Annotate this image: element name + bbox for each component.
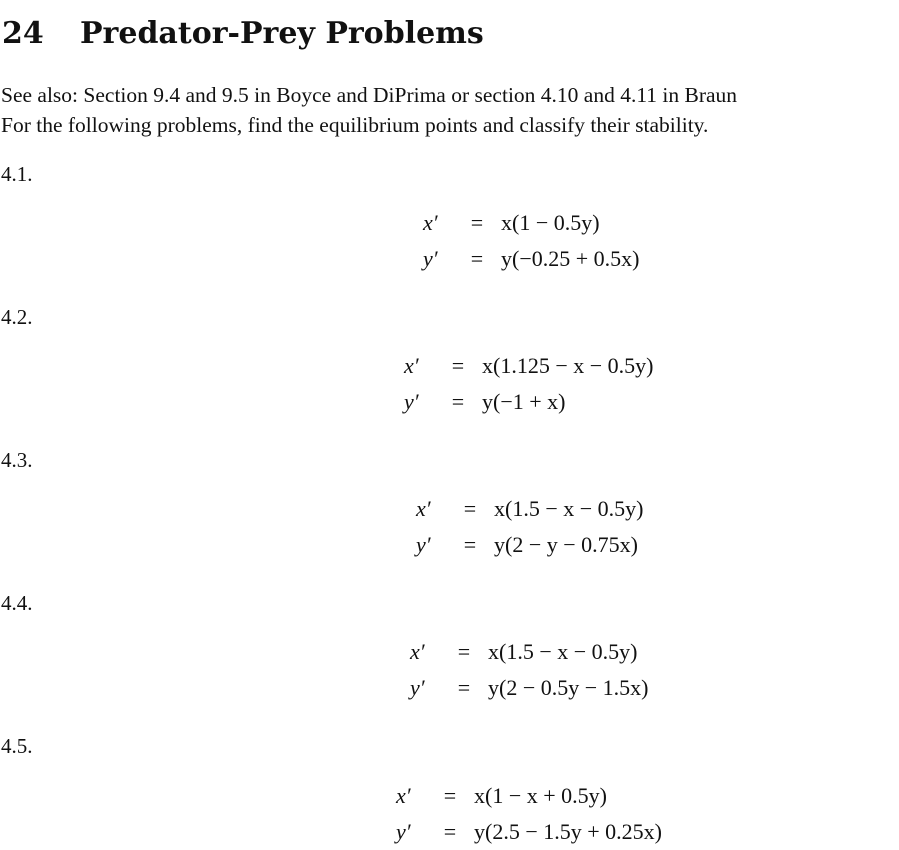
equation-system-4-2 — [404, 348, 653, 420]
equation-system-4-5 — [396, 778, 662, 850]
problem-label-4-2: 4.2. — [1, 305, 33, 329]
equals-sign: = — [457, 675, 471, 700]
equals-sign: = — [451, 353, 465, 378]
equation-system-4-4 — [410, 634, 648, 706]
equals-sign: = — [470, 246, 484, 271]
equation-rhs: x(1.5 − x − 0.5y) — [488, 639, 638, 664]
instruction-text: For the following problems, find the equilibrium points and classify their stability. — [1, 113, 709, 137]
equation-rhs: y(2.5 − 1.5y + 0.25x) — [474, 819, 662, 844]
equation-rhs: y(−0.25 + 0.5x) — [501, 246, 640, 271]
equation-rhs: x(1 − x + 0.5y) — [474, 783, 607, 808]
equation-row — [410, 670, 648, 706]
equation-system-4-3 — [416, 491, 643, 563]
problem-label-4-1: 4.1. — [1, 162, 33, 186]
equation-system-4-1 — [423, 205, 639, 277]
equation-rhs: x(1.125 − x − 0.5y) — [482, 353, 654, 378]
equals-sign: = — [443, 819, 457, 844]
equation-row — [396, 778, 662, 814]
equation-rhs: x(1.5 − x − 0.5y) — [494, 496, 644, 521]
equation-lhs: y′ — [423, 246, 438, 271]
equation-lhs: y′ — [416, 532, 431, 557]
equals-sign: = — [463, 532, 477, 557]
problem-label-4-3: 4.3. — [1, 448, 33, 472]
equals-sign: = — [470, 210, 484, 235]
equation-row — [416, 527, 643, 563]
see-also-text: See also: Section 9.4 and 9.5 in Boyce and DiPrima or section 4.10 and 4.11 in Braun — [1, 83, 738, 107]
equation-lhs: x′ — [410, 639, 425, 664]
equation-row — [423, 205, 639, 241]
equals-sign: = — [463, 496, 477, 521]
equation-lhs: y′ — [396, 819, 411, 844]
equals-sign: = — [457, 639, 471, 664]
equation-lhs: y′ — [410, 675, 425, 700]
equation-rhs: y(2 − 0.5y − 1.5x) — [488, 675, 649, 700]
equals-sign: = — [451, 389, 465, 414]
equation-lhs: x′ — [423, 210, 438, 235]
equation-row — [396, 814, 662, 850]
section-heading — [2, 14, 484, 54]
equation-row — [404, 384, 653, 420]
problem-label-4-4: 4.4. — [1, 591, 33, 615]
equation-rhs: y(2 − y − 0.75x) — [494, 532, 638, 557]
equation-row — [423, 241, 639, 277]
equation-row — [404, 348, 653, 384]
equation-lhs: x′ — [396, 783, 411, 808]
equation-lhs: y′ — [404, 389, 419, 414]
equation-rhs: x(1 − 0.5y) — [501, 210, 600, 235]
equation-lhs: x′ — [404, 353, 419, 378]
section-title: Predator-Prey Problems — [80, 16, 484, 51]
equation-rhs: y(−1 + x) — [482, 389, 566, 414]
equals-sign: = — [443, 783, 457, 808]
problem-label-4-5: 4.5. — [1, 734, 33, 758]
equation-lhs: x′ — [416, 496, 431, 521]
equation-row — [410, 634, 648, 670]
section-number: 24 — [2, 16, 44, 51]
equation-row — [416, 491, 643, 527]
